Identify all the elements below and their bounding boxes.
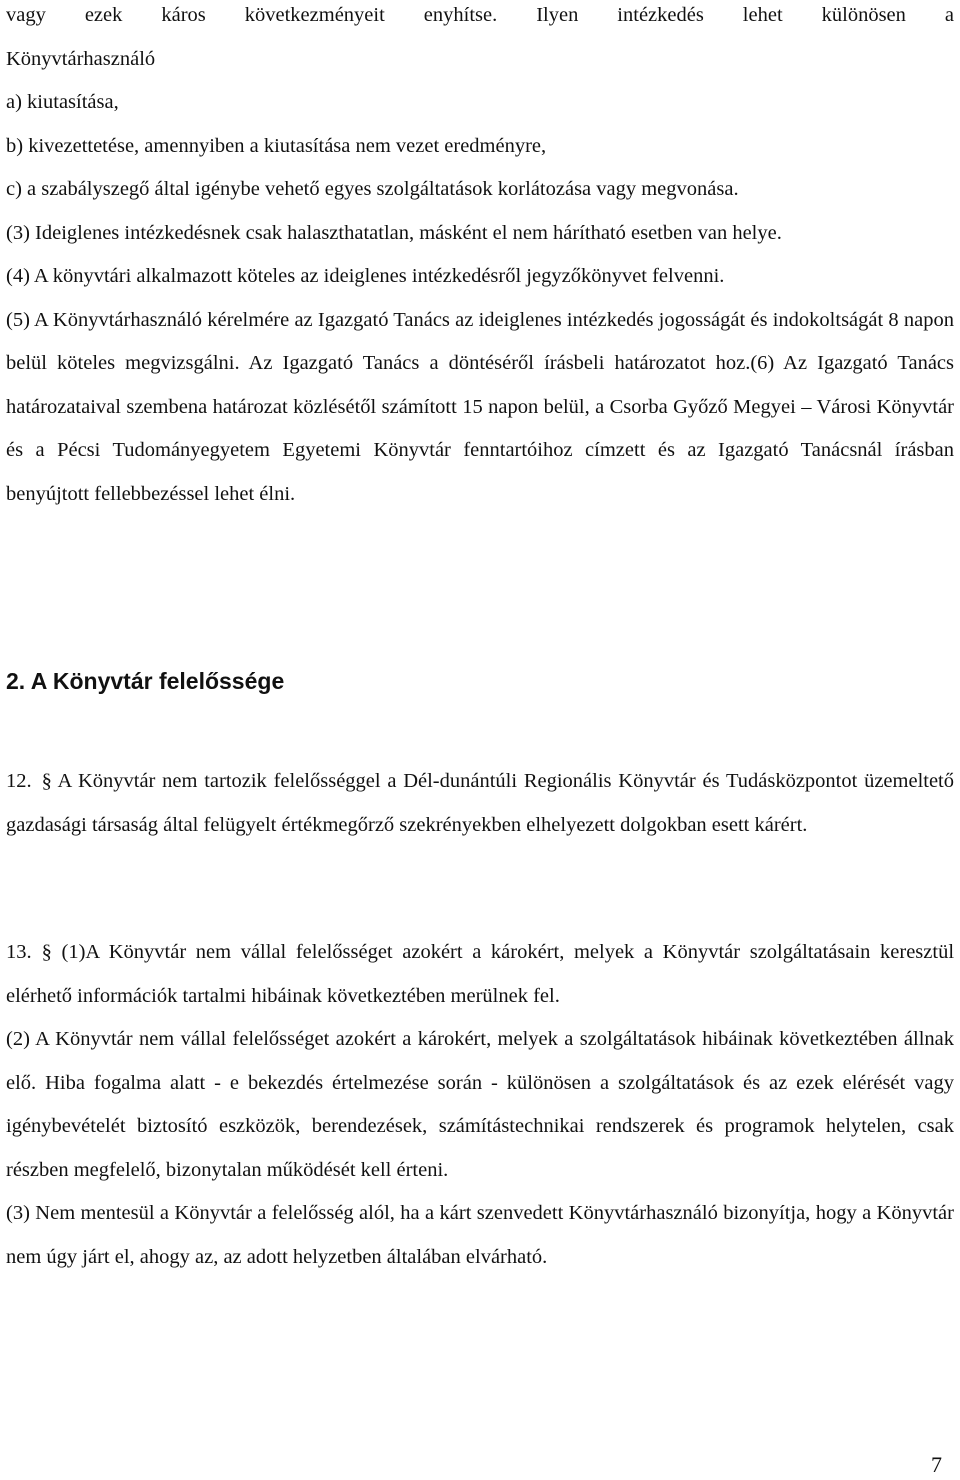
paragraph-4: (4) A könyvtári alkalmazott köteles az ideiglenes intézkedésről jegyzőkönyvet felvenni. — [6, 265, 725, 287]
section-13-paragraph-1 — [6, 931, 954, 1018]
section-heading: 2. A Könyvtár felelőssége — [6, 668, 285, 694]
section-12-paragraph — [6, 760, 954, 847]
intro-block — [6, 0, 954, 516]
paragraph-3: (3) Ideiglenes intézkedésnek csak halaszthatatlan, másként el nem hárítható esetben van helye. — [6, 221, 782, 244]
continuation-line-2: Könyvtárhasználó — [6, 47, 156, 70]
section-12-number: 12. — [6, 770, 32, 792]
section-12-text: A Könyvtár nem tartozik felelősséggel a Dél-dunántúli Regionális Könyvtár és Tudásközpontot üzemeltető gazdasági társaság által felügyelt értékmegőrző szekrényekben elhelyezett dolgokban esett kárért. — [6, 770, 955, 836]
list-item-a: a) kiutasítása, — [6, 91, 119, 113]
section-13 — [6, 931, 954, 1279]
section-13-paragraph-3: (3) Nem mentesül a Könyvtár a felelősség alól, ha a kárt szenvedett Könyvtárhasználó bizonyítja, hogy a Könyvtár nem úgy járt el, ahogy az, az adott helyzetben általában elvárható. — [6, 1202, 954, 1268]
section-12-sign: § — [41, 770, 52, 792]
continuation-line: vagy ezek káros következményeit enyhítse. Ilyen intézkedés lehet különösen a — [6, 4, 954, 26]
section-13-sign: § — [41, 941, 52, 963]
list-item-c: c) a szabályszegő által igénybe vehető egyes szolgáltatások korlátozása vagy megvonása. — [6, 178, 739, 200]
section-13-paragraph-2: (2) A Könyvtár nem vállal felelősséget azokért a károkért, melyek a szolgáltatások hibáinak következtében állnak elő. Hiba fogalma alatt - e bekezdés értelmezése során - különösen a szolgáltatások és az ezek elérését vagy igénybevételét biztosító eszközök, berendezések, számítástechnikai rendszerek és programok helytelen, csak részben megfelelő, bizonytalan működését kell érteni. — [6, 1028, 954, 1181]
section-13-p1-text: (1)A Könyvtár nem vállal felelősséget azokért a károkért, melyek a Könyvtár szolgáltatásain keresztül elérhető információk tartalmi hibáinak következtében merülnek fel. — [6, 941, 955, 1007]
section-12 — [6, 760, 954, 847]
paragraph-5-6: (5) A Könyvtárhasználó kérelmére az Igazgató Tanács az ideiglenes intézkedés jogosságát és indokoltságát 8 napon belül köteles megvizsgálni. Az Igazgató Tanács a döntéséről írásbeli határozatot hoz.(6) Az Igazgató Tanács határozataival szembena határozat közlésétől számított 15 napon belül, a Csorba Győző Megyei – Városi Könyvtár és a Pécsi Tudományegyetem Egyetemi Könyvtár fenntartóihoz címzett és az Igazgató Tanácsnál írásban benyújtott fellebbezéssel lehet élni. — [6, 308, 954, 505]
list-item-b: b) kivezettetése, amennyiben a kiutasítása nem vezet eredményre, — [6, 134, 547, 157]
page-number: 7 — [931, 1452, 942, 1477]
section-13-number: 13. — [6, 941, 32, 963]
